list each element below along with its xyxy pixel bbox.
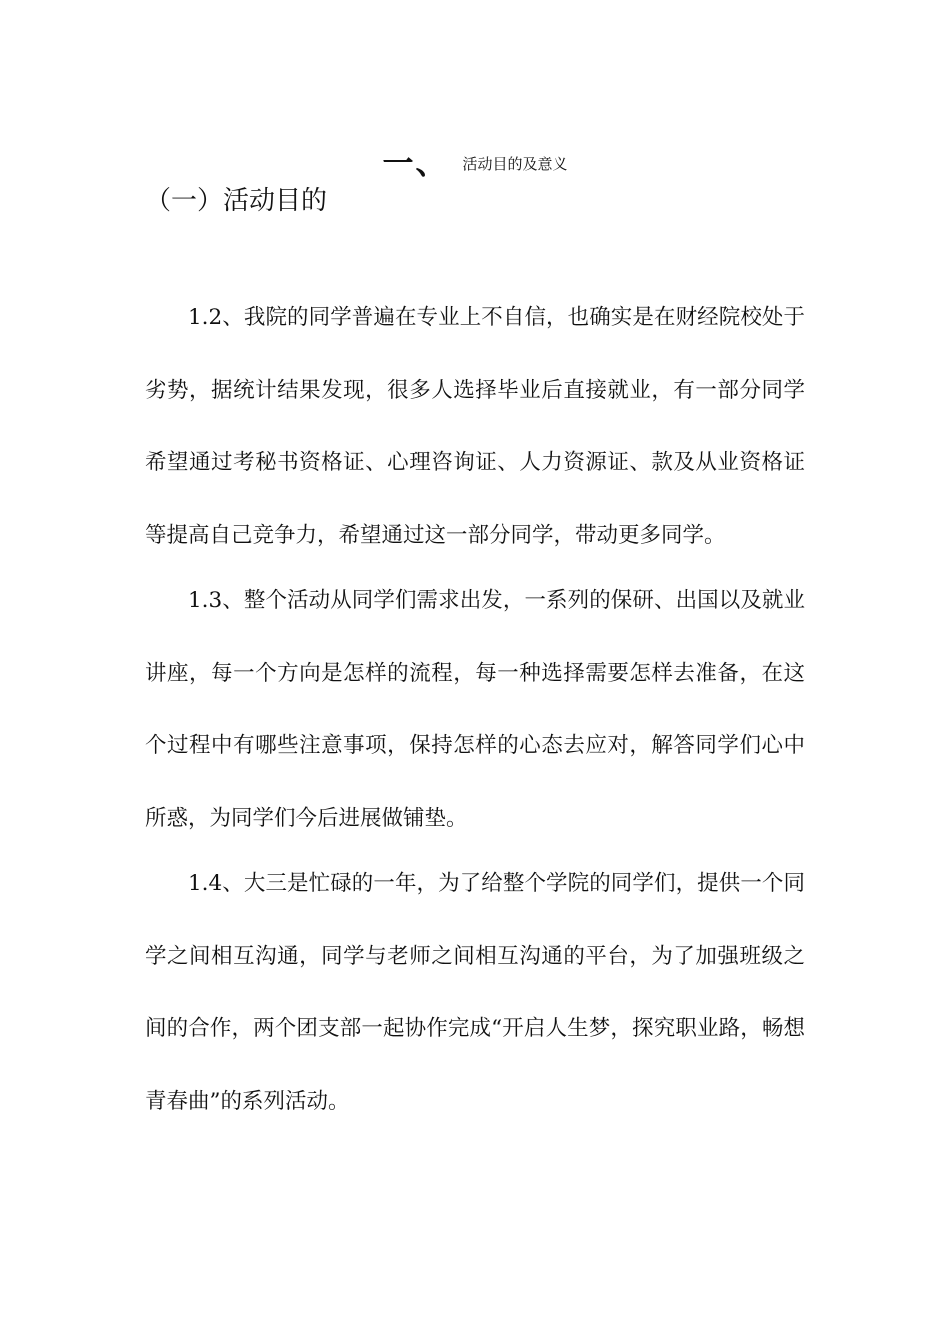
paragraph-1-2: 1.2、我院的同学普遍在专业上不自信，也确实是在财经院校处于劣势，据统计结果发现，很多人选择毕业后直接就业，有一部分同学希望通过考秘书资格证、心理咨询证、人力资源证、款及从业资格证等提高自己竞争力，希望通过这一部分同学，带动更多同学。 — [145, 305, 805, 548]
paragraph-1-3: 1.3、整个活动从同学们需求出发，一系列的保研、出国以及就业讲座，每一个方向是怎样的流程，每一种选择需要怎样去准备，在这个过程中有哪些注意事项，保持怎样的心态去应对，解答同学们心中所惑，为同学们今后进展做铺垫。 — [145, 588, 805, 831]
paragraph-1-4: 1.4、大三是忙碌的一年，为了给整个学院的同学们，提供一个同学之间相互沟通，同学与老师之间相互沟通的平台，为了加强班级之间的合作，两个团支部一起协作完成“开启人生梦，探究职业路，畅想青春曲”的系列活动。 — [145, 871, 805, 1114]
chapter-heading-text: 活动目的及意义 — [462, 155, 568, 173]
document-body — [145, 282, 805, 1138]
chapter-heading-number: 一、 — [382, 146, 449, 182]
section-title: （一）活动目的 — [145, 186, 328, 216]
chapter-heading — [0, 138, 950, 183]
